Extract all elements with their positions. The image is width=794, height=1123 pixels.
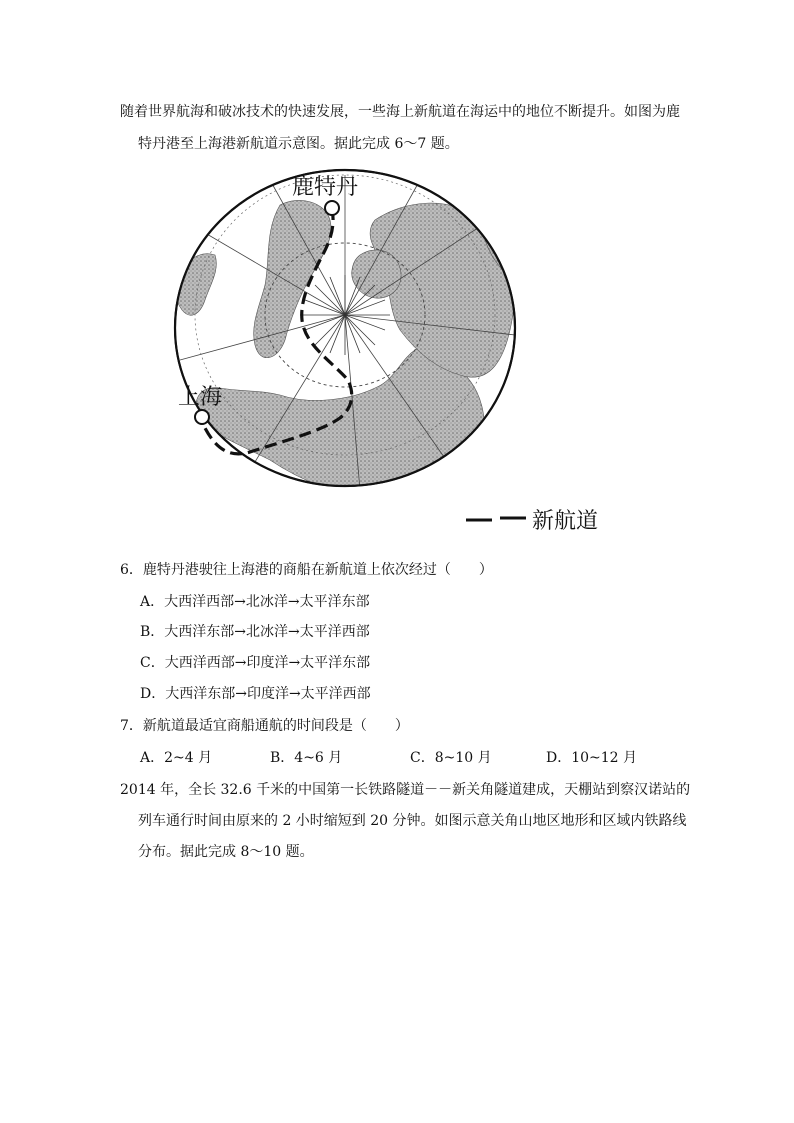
intro-paragraph-line-1: 随着世界航海和破冰技术的快速发展，一些海上新航道在海运中的地位不断提升。如图为鹿: [120, 104, 680, 120]
question-7-options: [140, 748, 660, 768]
shanghai-port-marker: [195, 410, 209, 424]
legend-label: 新航道: [532, 509, 599, 534]
question-6-stem: 6．鹿特丹港驶往上海港的商船在新航道上依次经过（ ）: [120, 562, 493, 578]
polar-globe-map: [160, 160, 620, 540]
intro2-line-3: 分布。据此完成 8～10 题。: [138, 844, 314, 860]
question-7-option-c: C．8~10 月: [410, 750, 492, 766]
question-7-stem: 7．新航道最适宜商船通航的时间段是（ ）: [120, 718, 409, 734]
question-6-option-b: B．大西洋东部→北冰洋→太平洋西部: [140, 624, 370, 640]
intro2-line-1: 2014 年，全长 32.6 千米的中国第一长铁路隧道－－新关角隧道建成，天棚站到察汉诺站的: [120, 782, 691, 798]
shanghai-label: 上海: [178, 385, 223, 410]
question-7-option-a: A．2~4 月: [140, 750, 213, 766]
question-6-option-a: A．大西洋西部→北冰洋→太平洋东部: [140, 594, 370, 610]
intro-paragraph-line-2: 特丹港至上海港新航道示意图。据此完成 6～7 题。: [138, 136, 459, 152]
question-6-option-d: D．大西洋东部→印度洋→太平洋西部: [140, 686, 371, 702]
question-7-option-b: B．4~6 月: [270, 750, 343, 766]
route-map: [160, 160, 620, 540]
rotterdam-label: 鹿特丹: [292, 175, 359, 200]
question-6-option-c: C．大西洋西部→印度洋→太平洋东部: [140, 655, 371, 671]
rotterdam-port-marker: [325, 201, 339, 215]
intro2-line-2: 列车通行时间由原来的 2 小时缩短到 20 分钟。如图示意关角山地区地形和区域内铁路线: [138, 813, 687, 829]
question-7-option-d: D．10~12 月: [546, 750, 638, 766]
